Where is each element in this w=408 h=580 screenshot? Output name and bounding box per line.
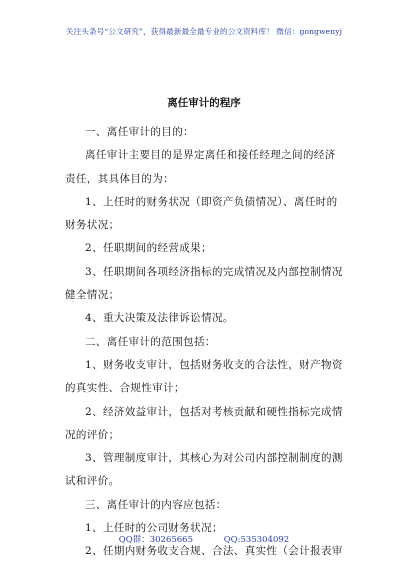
list-item-continuation: 健全情况； [65, 289, 120, 302]
list-item-continuation: 财务状况； [65, 219, 120, 232]
list-item: 2、任期内财务收支合规、合法、真实性（会计报表审 [85, 545, 343, 558]
list-item: 1、上任时的财务状况（即资产负债情况）、离任时的 [85, 195, 338, 208]
list-item: 3、任职期间各项经济指标的完成情况及内部控制情况 [85, 265, 343, 278]
paragraph-line: 离任审计主要目的是界定离任和接任经理之间的经济 [85, 149, 336, 162]
header-notice: 关注头条号“公文研究”，获得最新最全最专业的公文资料库！ 微信：gongwenyj [65, 27, 343, 36]
list-item-continuation: 的真实性、合规性审计； [65, 382, 185, 395]
list-item: 1、上任时的公司财务状况； [85, 522, 223, 535]
list-item: 2、经济效益审计，包括对考核贡献和硬性指标完成情 [85, 405, 343, 418]
section-heading-content: 三、离任审计的内容应包括： [85, 498, 227, 511]
paragraph-line: 责任，其具体目的为： [65, 172, 174, 185]
section-heading-scope: 二、离任审计的范围包括： [85, 335, 216, 348]
footer-qq: QQ:535304092 [223, 535, 290, 545]
list-item-continuation: 况的评价； [65, 428, 120, 441]
section-heading-purpose: 一、离任审计的目的： [85, 126, 194, 138]
list-item: 2、任职期间的经营成果； [85, 242, 212, 255]
list-item: 1、财务收支审计，包括财务收支的合法性，财产物资 [85, 358, 343, 371]
footer-qq-group: QQ群：30265665 [118, 535, 193, 545]
footer-contact [0, 533, 408, 545]
list-item: 3、管理制度审计，其核心为对公司内部控制制度的测 [85, 452, 343, 465]
document-body [65, 121, 355, 564]
list-item: 4、重大决策及法律诉讼情况。 [85, 312, 234, 325]
document-title: 离任审计的程序 [167, 97, 241, 109]
list-item-continuation: 试和评价。 [65, 475, 120, 488]
